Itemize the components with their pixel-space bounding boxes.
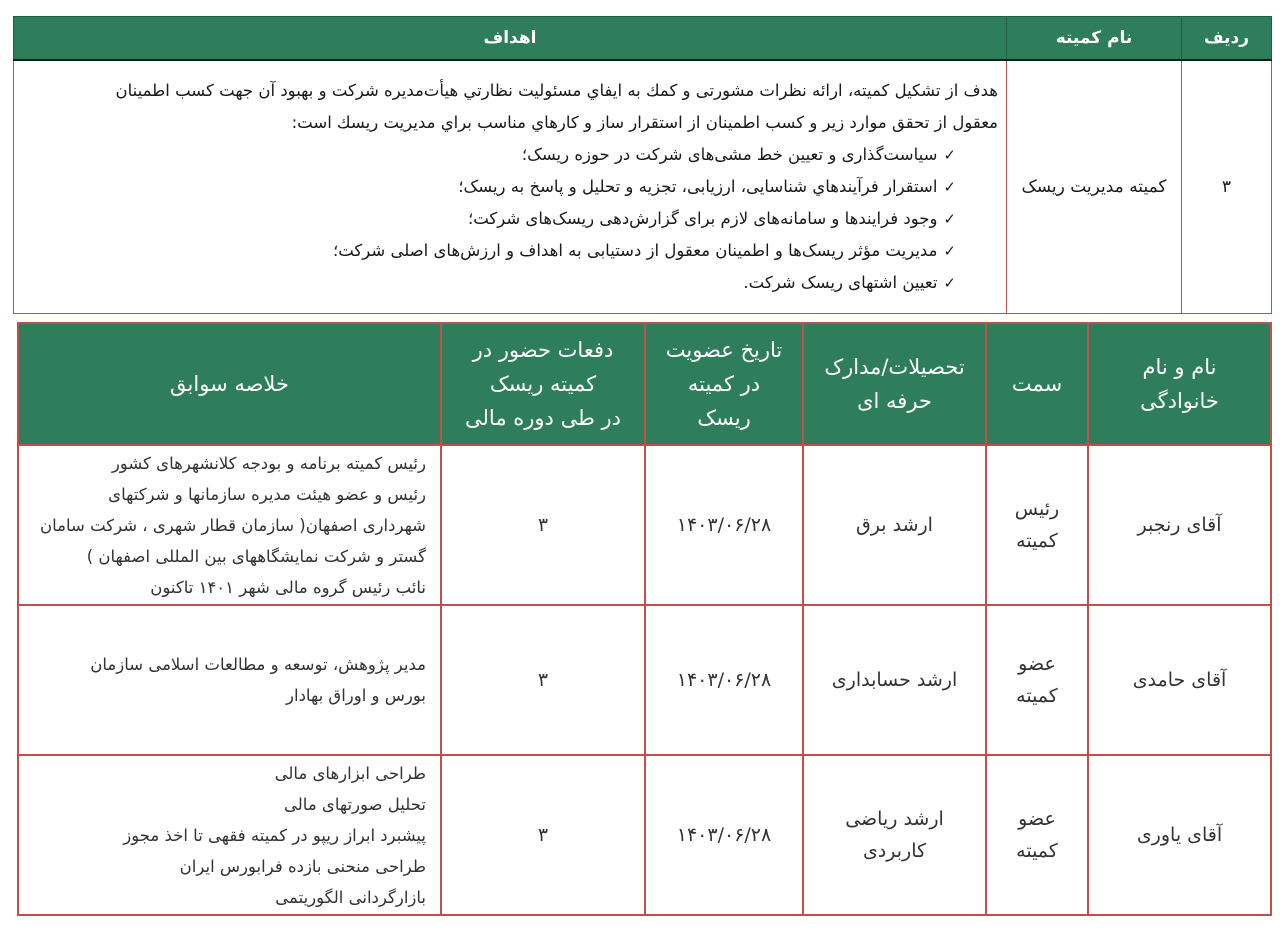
header-line: تاریخ عضویت	[665, 338, 783, 362]
checkmark-icon: ✓	[943, 146, 956, 164]
goal-text: تعیین اشتهای ریسک شرکت.	[743, 273, 938, 292]
member-attendance-cell: ۳	[441, 445, 645, 605]
members-table-header-row	[18, 323, 1271, 445]
committee-goals-table	[13, 16, 1272, 314]
member-name-cell: آقای یاوری	[1088, 755, 1271, 915]
position-line: رئیس	[1014, 498, 1060, 520]
checkmark-icon: ✓	[943, 242, 956, 260]
member-history-cell	[18, 445, 441, 605]
goal-text: سیاست‌گذاری و تعیین خط مشی‌های شرکت در حوزه ریسک؛	[521, 145, 938, 164]
goals-intro-line-2: معقول از تحقق موارد زیر و کسب اطمینان از استقرار ساز و کارهاي مناسب براي مدیریت ریسك است:	[291, 113, 998, 132]
row-number-cell: ۳	[1182, 60, 1272, 314]
member-name-cell: آقای حامدی	[1088, 605, 1271, 755]
history-line: مدیر پژوهش، توسعه و مطالعات اسلامی سازمان	[90, 655, 426, 674]
header-line: دفعات حضور در	[472, 338, 614, 362]
goals-list-item	[20, 139, 956, 171]
member-attendance-cell: ۳	[441, 605, 645, 755]
committee-table-row	[14, 60, 1272, 314]
committee-name-header: نام کمیته	[1007, 17, 1182, 61]
header-line: در کمیته	[687, 372, 761, 396]
goal-text: وجود فرایندها و سامانه‌های لازم برای گزارش‌دهی ریسک‌های شرکت؛	[467, 209, 938, 228]
member-date-cell: ۱۴۰۳/۰۶/۲۸	[645, 755, 803, 915]
member-position-cell	[986, 605, 1088, 755]
committee-members-table	[17, 322, 1272, 916]
goals-list-item	[20, 171, 956, 203]
checkmark-icon: ✓	[943, 178, 956, 196]
member-date-cell: ۱۴۰۳/۰۶/۲۸	[645, 605, 803, 755]
education-line: ارشد ریاضی	[845, 808, 944, 830]
membership-date-header	[645, 323, 803, 445]
goals-header: اهداف	[14, 17, 1007, 61]
checkmark-icon: ✓	[943, 210, 956, 228]
history-line: رئیس و عضو هیئت مدیره سازمانها و شرکتهای	[108, 484, 426, 504]
history-line: رئیس کمیته برنامه و بودجه کلانشهرهای کشور	[111, 453, 426, 473]
position-line: کمیته	[1016, 685, 1058, 707]
history-line: طراحی منحنی بازده فرابورس ایران	[179, 856, 426, 876]
history-line: نائب رئیس گروه مالی شهر ۱۴۰۱ تاکنون	[150, 577, 426, 597]
goals-list-item	[20, 203, 956, 235]
table-row	[18, 755, 1271, 915]
header-line: نام و نام	[1142, 355, 1217, 379]
member-education-cell	[803, 605, 986, 755]
header-line: خانوادگی	[1140, 389, 1219, 413]
row-number-header: ردیف	[1182, 17, 1272, 61]
member-history-cell	[18, 755, 441, 915]
education-line: ارشد برق	[856, 514, 933, 536]
history-line: بورس و اوراق بهادار	[286, 686, 426, 705]
position-line: کمیته	[1016, 840, 1058, 862]
history-header: خلاصه سوابق	[18, 323, 441, 445]
header-line: کمیته ریسک	[489, 372, 597, 396]
goals-cell	[14, 60, 1007, 314]
committee-name-cell: کمیته مدیریت ریسک	[1007, 60, 1182, 314]
goals-list	[20, 139, 998, 299]
header-line: حرفه ای	[857, 389, 932, 413]
committee-table-header-row	[14, 17, 1272, 61]
member-position-cell	[986, 755, 1088, 915]
education-header	[803, 323, 986, 445]
header-line: ریسک	[697, 406, 751, 430]
position-line: عضو	[1018, 808, 1056, 830]
header-line: در طی دوره مالی	[465, 406, 621, 430]
member-education-cell	[803, 755, 986, 915]
history-line: بازارگردانی الگوریتمی	[275, 887, 426, 907]
member-position-cell	[986, 445, 1088, 605]
goals-list-item	[20, 267, 956, 299]
goal-text: استقرار فرآیندهاي شناسایی، ارزیابی، تجزیه و تحلیل و پاسخ به ریسک؛	[458, 177, 938, 196]
history-line: طراحی ابزارهای مالی	[274, 763, 426, 783]
member-name-cell: آقای رنجبر	[1088, 445, 1271, 605]
position-line: عضو	[1018, 653, 1056, 675]
education-line: ارشد حسابداری	[831, 669, 958, 691]
attendance-header	[441, 323, 645, 445]
goals-intro-line-1: هدف از تشکیل کمیته، ارائه نظرات مشورتی و کمك به ایفاي مسئولیت نظارتي هیأت‌مدیره شرکت و بهبود آن جهت کسب اطمینان	[115, 81, 998, 100]
education-line: کاربردی	[862, 840, 927, 862]
member-history-cell	[18, 605, 441, 755]
position-header: سمت	[986, 323, 1088, 445]
table-row	[18, 605, 1271, 755]
checkmark-icon: ✓	[943, 274, 956, 292]
history-line: تحلیل صورتهای مالی	[284, 794, 426, 814]
member-date-cell: ۱۴۰۳/۰۶/۲۸	[645, 445, 803, 605]
history-line: شهرداری اصفهان( سازمان قطار شهری ، شرکت سامان	[39, 515, 426, 535]
history-line: گستر و شرکت نمایشگاههای بین المللی اصفهان )	[86, 546, 426, 566]
goal-text: مدیریت مؤثر ریسک‌ها و اطمینان معقول از دستیابی به اهداف و ارزش‌های اصلی شرکت؛	[332, 241, 938, 260]
table-row	[18, 445, 1271, 605]
header-line: تحصیلات/مدارک	[824, 355, 965, 379]
member-attendance-cell: ۳	[441, 755, 645, 915]
history-line: پیشبرد ابراز ریپو در کمیته فقهی تا اخذ مجوز	[123, 825, 426, 845]
position-line: کمیته	[1016, 530, 1058, 552]
name-header	[1088, 323, 1271, 445]
member-education-cell	[803, 445, 986, 605]
goals-list-item	[20, 235, 956, 267]
